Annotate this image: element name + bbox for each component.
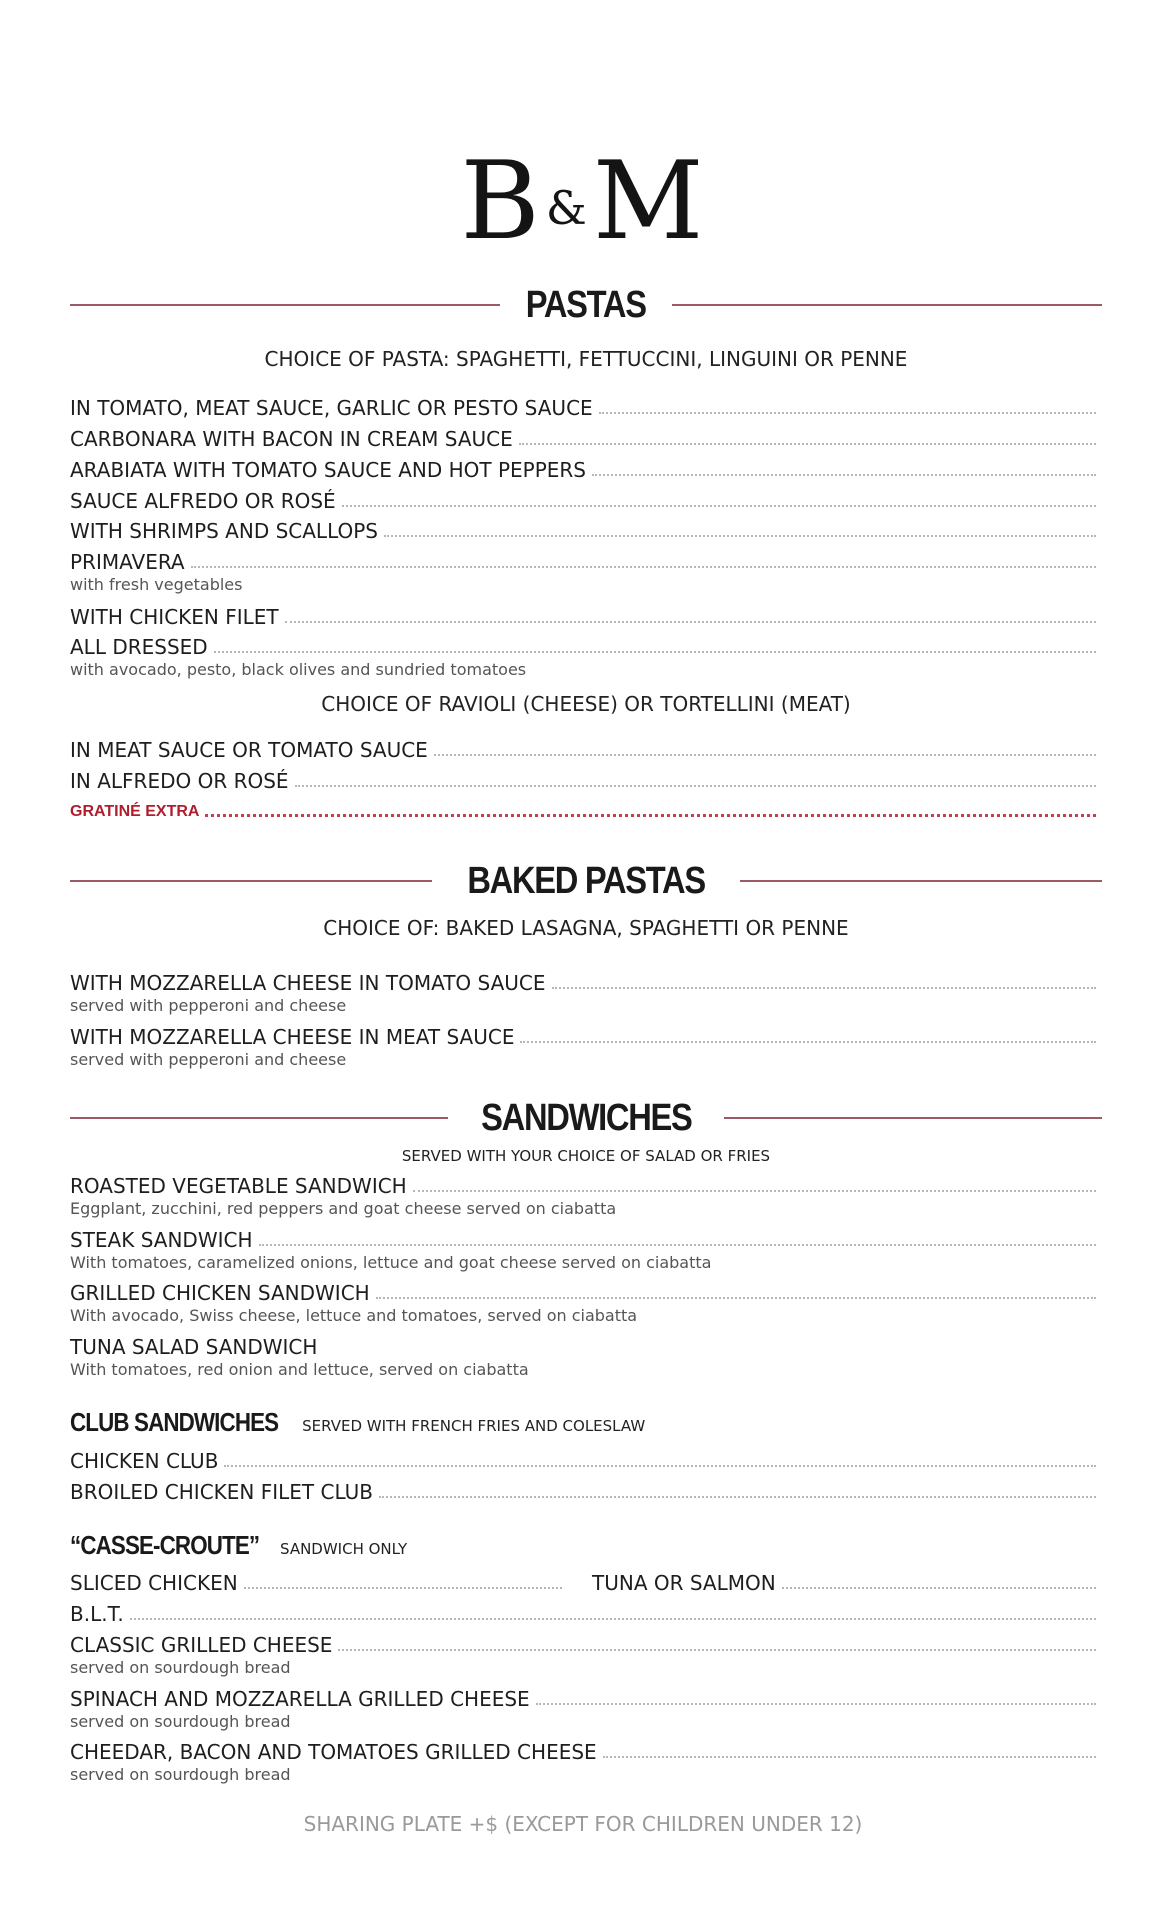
dot-leader [552, 987, 1096, 989]
item-description: served with pepperoni and cheese [70, 1050, 347, 1069]
divider-line [672, 304, 1102, 306]
dot-leader [295, 785, 1096, 787]
menu-item [70, 631, 1096, 659]
item-name: CHEEDAR, BACON AND TOMATOES GRILLED CHEESE [70, 1740, 597, 1764]
baked-choice-note: CHOICE OF: BAKED LASAGNA, SPAGHETTI OR PENNE [323, 916, 849, 940]
menu-item [70, 1683, 1096, 1711]
section-title: SANDWICHES [480, 1096, 692, 1139]
section-title: BAKED PASTAS [467, 859, 705, 902]
dot-leader [384, 535, 1096, 537]
item-name: CLASSIC GRILLED CHEESE [70, 1633, 333, 1657]
menu-item [70, 734, 1096, 762]
item-name: CHICKEN CLUB [70, 1449, 219, 1473]
dot-leader [224, 1465, 1096, 1467]
item-description: Eggplant, zucchini, red peppers and goat cheese served on ciabatta [70, 1199, 617, 1218]
section-header-pastas [70, 275, 1102, 335]
subsection-title: CLUB SANDWICHES [70, 1407, 279, 1437]
item-name: B.L.T. [70, 1602, 124, 1626]
item-name: GRILLED CHICKEN SANDWICH [70, 1281, 370, 1305]
item-name: ROASTED VEGETABLE SANDWICH [70, 1174, 407, 1198]
divider-line [724, 1117, 1102, 1119]
logo-letter-m: M [592, 139, 706, 264]
item-description: served with pepperoni and cheese [70, 996, 347, 1015]
dot-leader [130, 1618, 1096, 1620]
dot-leader [191, 566, 1096, 568]
menu-item [70, 454, 1096, 482]
item-name: ALL DRESSED [70, 635, 208, 659]
item-name: STEAK SANDWICH [70, 1228, 253, 1252]
item-name: GRATINÉ EXTRA [70, 803, 200, 820]
subsection-note: SANDWICH ONLY [280, 1540, 408, 1558]
casse-croute-heading [70, 1530, 407, 1561]
item-name: SPINACH AND MOZZARELLA GRILLED CHEESE [70, 1687, 530, 1711]
menu-item [70, 1445, 1096, 1473]
menu-item [70, 967, 1096, 995]
item-name: TUNA SALAD SANDWICH [70, 1335, 318, 1359]
section-header-sandwiches [70, 1088, 1102, 1148]
dot-leader [259, 1244, 1097, 1246]
item-name: SLICED CHICKEN [70, 1571, 238, 1595]
menu-item [592, 1567, 1096, 1595]
dot-leader [379, 1496, 1096, 1498]
menu-item [70, 392, 1096, 420]
dot-leader [434, 754, 1096, 756]
subsection-note: SERVED WITH FRENCH FRIES AND COLESLAW [302, 1417, 646, 1435]
sandwiches-subtitle: SERVED WITH YOUR CHOICE OF SALAD OR FRIES [401, 1147, 771, 1165]
dot-leader [592, 474, 1096, 476]
dot-leader [338, 1649, 1096, 1651]
item-name: IN ALFREDO OR ROSÉ [70, 769, 289, 793]
dot-leader [599, 412, 1096, 414]
dot-leader [413, 1190, 1096, 1192]
menu-item [70, 1476, 1096, 1504]
menu-item [70, 1629, 1096, 1657]
menu-item [70, 1598, 1096, 1626]
ravioli-choice-note: CHOICE OF RAVIOLI (CHEESE) OR TORTELLINI (MEAT) [321, 692, 851, 716]
club-sandwiches-heading [70, 1407, 645, 1438]
sharing-plate-note: SHARING PLATE +$ (EXCEPT FOR CHILDREN UNDER 12) [303, 1812, 863, 1836]
item-description: With tomatoes, red onion and lettuce, served on ciabatta [70, 1360, 529, 1379]
dot-leader [520, 1041, 1096, 1043]
dot-leader [536, 1703, 1096, 1705]
menu-item [70, 485, 1096, 513]
item-name: WITH MOZZARELLA CHEESE IN TOMATO SAUCE [70, 971, 546, 995]
menu-item [70, 423, 1096, 451]
menu-item [70, 1277, 1096, 1305]
menu-item [70, 1736, 1096, 1764]
divider-line [740, 880, 1102, 882]
item-name: TUNA OR SALMON [592, 1571, 776, 1595]
menu-item [70, 546, 1096, 574]
menu-item [70, 1567, 562, 1595]
dot-leader [205, 814, 1096, 817]
item-description: With avocado, Swiss cheese, lettuce and tomatoes, served on ciabatta [70, 1306, 638, 1325]
dot-leader [342, 505, 1096, 507]
divider-line [70, 304, 500, 306]
logo [0, 139, 1166, 264]
item-name: IN MEAT SAUCE OR TOMATO SAUCE [70, 738, 428, 762]
dot-leader [214, 651, 1096, 653]
item-description: served on sourdough bread [70, 1712, 291, 1731]
item-name: CARBONARA WITH BACON IN CREAM SAUCE [70, 427, 513, 451]
gratine-extra-item [70, 793, 1096, 821]
dot-leader [244, 1587, 562, 1589]
item-description: with avocado, pesto, black olives and sundried tomatoes [70, 660, 527, 679]
dot-leader [285, 621, 1096, 623]
dot-leader [376, 1297, 1096, 1299]
menu-item [70, 765, 1096, 793]
section-header-baked-pastas [70, 851, 1102, 911]
dot-leader [782, 1587, 1096, 1589]
menu-item [70, 1331, 1096, 1359]
pasta-choice-note: CHOICE OF PASTA: SPAGHETTI, FETTUCCINI, LINGUINI OR PENNE [264, 347, 908, 371]
item-description: with fresh vegetables [70, 575, 243, 594]
item-name: WITH MOZZARELLA CHEESE IN MEAT SAUCE [70, 1025, 515, 1049]
menu-item [70, 1224, 1096, 1252]
item-name: WITH CHICKEN FILET [70, 605, 279, 629]
item-description: served on sourdough bread [70, 1658, 291, 1677]
section-title: PASTAS [526, 283, 646, 326]
menu-item [70, 515, 1096, 543]
dot-leader [603, 1756, 1096, 1758]
divider-line [70, 880, 432, 882]
item-description: served on sourdough bread [70, 1765, 291, 1784]
item-name: IN TOMATO, MEAT SAUCE, GARLIC OR PESTO SAUCE [70, 396, 593, 420]
item-name: BROILED CHICKEN FILET CLUB [70, 1480, 373, 1504]
divider-line [70, 1117, 448, 1119]
item-name: ARABIATA WITH TOMATO SAUCE AND HOT PEPPERS [70, 458, 586, 482]
item-name: SAUCE ALFREDO OR ROSÉ [70, 489, 336, 513]
menu-item [70, 1170, 1096, 1198]
menu-item [70, 601, 1096, 629]
logo-ampersand: & [545, 181, 589, 235]
subsection-title: “CASSE-CROUTE” [70, 1530, 260, 1560]
item-name: PRIMAVERA [70, 550, 185, 574]
logo-letter-b: B [460, 139, 542, 264]
dot-leader [519, 443, 1096, 445]
item-name: WITH SHRIMPS AND SCALLOPS [70, 519, 378, 543]
item-description: With tomatoes, caramelized onions, lettuce and goat cheese served on ciabatta [70, 1253, 712, 1272]
menu-item [70, 1021, 1096, 1049]
